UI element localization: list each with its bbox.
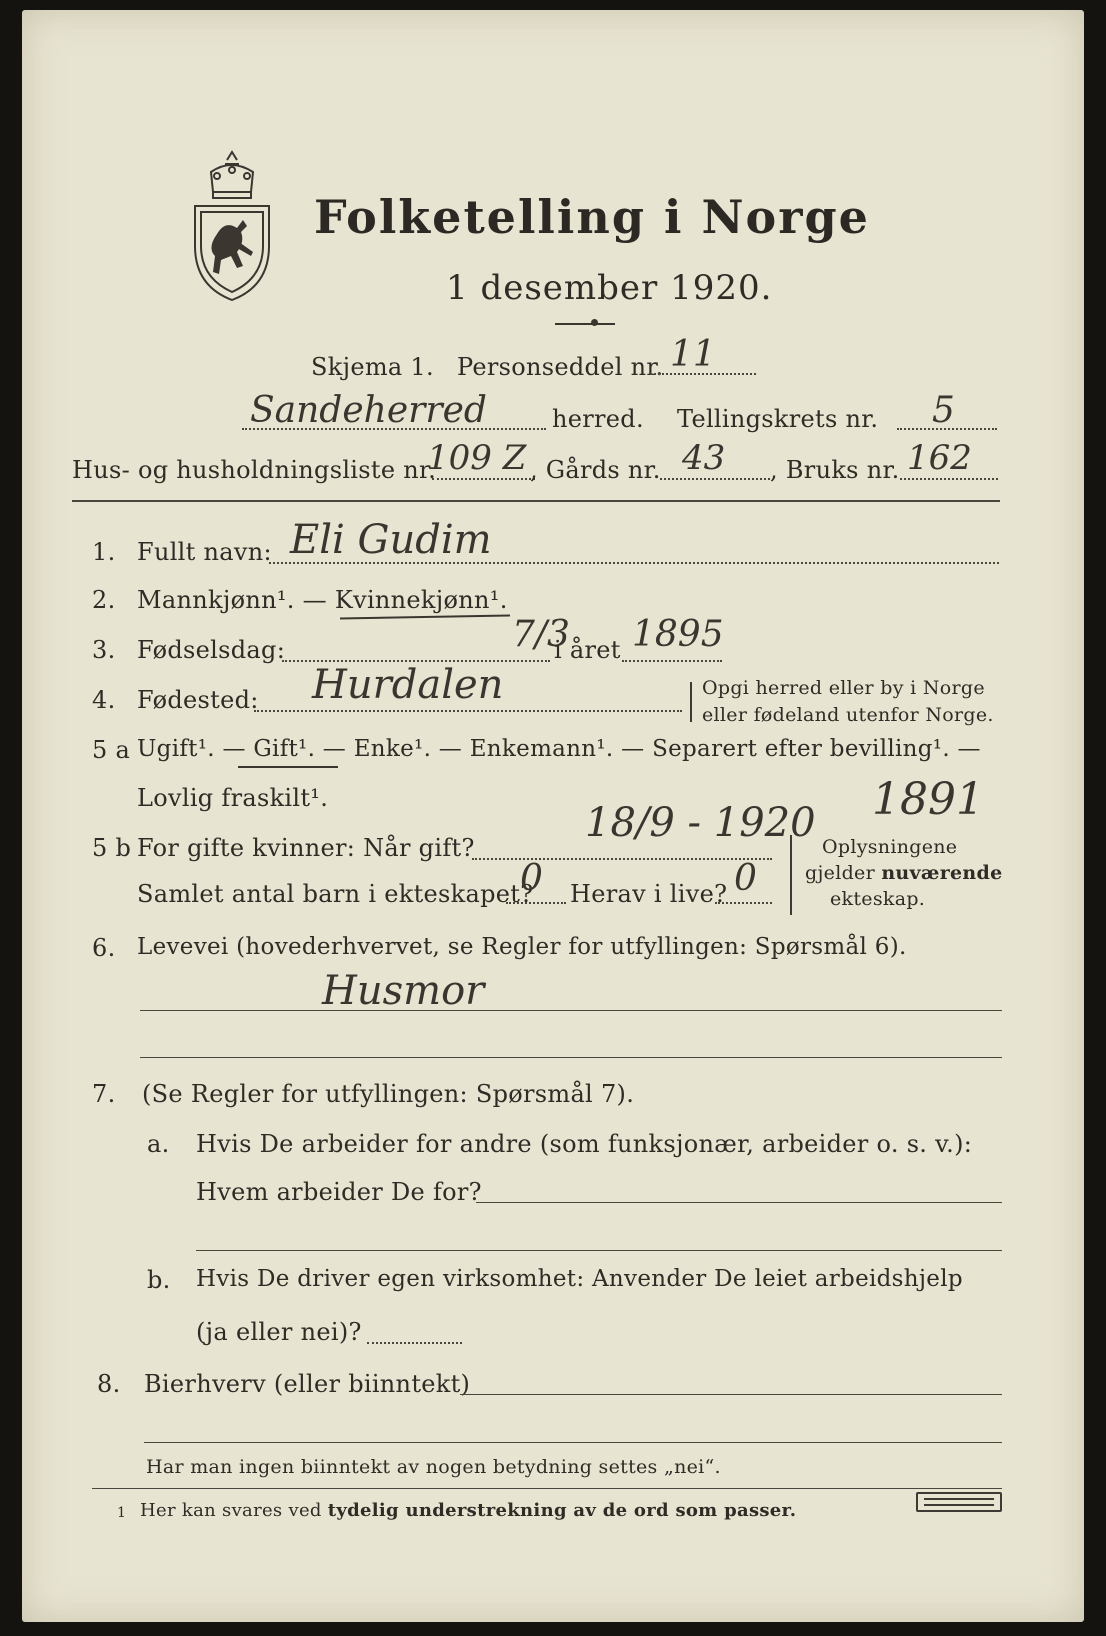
q5b-alive-dots (715, 902, 772, 904)
q5b-alive-value[interactable]: 0 (734, 858, 757, 899)
q5a-line1: Ugift¹. — Gift¹. — Enke¹. — Enkemann¹. — Separert efter bevilling¹. — (137, 736, 981, 762)
q5b-note-line2 (805, 862, 1003, 884)
q5b-note-gjelder: gjelder (805, 862, 882, 884)
q6-value[interactable]: Husmor (322, 968, 485, 1014)
q5b-note-line1: Oplysningene (822, 836, 958, 858)
q5a-number: 5 a (92, 736, 131, 764)
q3-year-value[interactable]: 1895 (632, 614, 724, 655)
q5b-number: 5 b (92, 834, 132, 862)
skjema-label: Skjema 1. (311, 353, 434, 381)
q3-year-dots (622, 660, 722, 662)
form-title: Folketelling i Norge (314, 190, 870, 244)
q5b-dots (472, 858, 772, 860)
q5b-children-value[interactable]: 0 (520, 858, 543, 899)
footnote-text (140, 1500, 796, 1521)
q4-note-brace (690, 682, 692, 722)
q6-label: Levevei (hovederhvervet, se Regler for utfyllingen: Spørsmål 6). (137, 934, 907, 960)
q3-year-label: i året (554, 636, 621, 664)
footnote-text-plain: Her kan svares ved (140, 1500, 328, 1521)
q6-answer-line-1 (140, 1010, 1002, 1011)
tellingskrets-value[interactable]: 5 (932, 390, 955, 431)
q5b-value[interactable]: 18/9 - 1920 (585, 800, 816, 846)
q3-number: 3. (92, 636, 116, 664)
q3-day-value[interactable]: 7/3 (512, 614, 570, 655)
q2-kvinnekjonn-underline (340, 615, 510, 620)
q2-number: 2. (92, 586, 116, 614)
q7b-line1: Hvis De driver egen virksomhet: Anvender De leiet arbeidshjelp (196, 1266, 963, 1292)
q5b-children-dots (506, 902, 566, 904)
personseddel-value[interactable]: 11 (670, 334, 716, 375)
gards-label: , Gårds nr. (530, 456, 661, 484)
footnote-divider (92, 1488, 1002, 1489)
hus-label: Hus- og husholdningsliste nr. (72, 456, 437, 484)
q7b-dots (367, 1342, 462, 1344)
q5b-label: For gifte kvinner: Når gift? (137, 834, 475, 862)
q7a-line1: Hvis De arbeider for andre (som funksjonær, arbeider o. s. v.): (196, 1130, 973, 1158)
hus-value[interactable]: 109 Z (427, 438, 527, 478)
footnote-text-bold: tydelig understrekning av de ord som passer. (327, 1500, 797, 1521)
q7a-answer-line-1 (476, 1202, 1002, 1203)
header-divider (72, 500, 1000, 502)
gards-dots (660, 478, 770, 480)
q7a-line2: Hvem arbeider De for? (196, 1178, 482, 1206)
bruks-label: , Bruks nr. (770, 456, 900, 484)
footnote-mark: 1 (117, 1505, 127, 1521)
q7-label: (Se Regler for utfyllingen: Spørsmål 7). (142, 1080, 635, 1108)
q8-number: 8. (97, 1370, 121, 1398)
q4-note-line1: Opgi herred eller by i Norge (702, 677, 985, 699)
q2-label: Mannkjønn¹. — Kvinnekjønn¹. (137, 586, 508, 614)
q8-label: Bierhverv (eller biinntekt) (144, 1370, 471, 1398)
gards-value[interactable]: 43 (682, 438, 726, 478)
q5b-children-label: Samlet antal barn i ekteskapet? (137, 880, 534, 908)
q3-label: Fødselsdag: (137, 636, 286, 664)
q6-answer-line-2 (140, 1057, 1002, 1058)
q5a-gift-underline (238, 766, 338, 768)
q1-value[interactable]: Eli Gudim (290, 517, 492, 563)
q5b-note-nuvaerende: nuværende (881, 862, 1003, 884)
q4-dots (254, 710, 682, 712)
q5b-alive-label: Herav i live? (570, 880, 728, 908)
bruks-dots (900, 478, 998, 480)
q7a-letter: a. (147, 1130, 170, 1158)
q7a-answer-line-2 (196, 1250, 1002, 1251)
census-form-sheet (22, 10, 1084, 1622)
herred-label: herred. (552, 405, 644, 433)
q8-answer-line-2 (144, 1442, 1002, 1443)
q4-number: 4. (92, 686, 116, 714)
q5a-line2: Lovlig fraskilt¹. (137, 784, 329, 812)
q7b-line2: (ja eller nei)? (196, 1318, 362, 1346)
census-date: 1 desember 1920. (446, 268, 773, 308)
q5b-note-line3: ekteskap. (830, 888, 926, 910)
q4-value[interactable]: Hurdalen (312, 662, 504, 708)
q4-label: Fødested: (137, 686, 259, 714)
hus-dots (432, 478, 535, 480)
q5b-note-brace (790, 835, 792, 915)
q5b-year-note[interactable]: 1891 (872, 774, 984, 825)
q6-number: 6. (92, 934, 116, 962)
bruks-value[interactable]: 162 (907, 438, 972, 478)
coat-of-arms-icon (187, 146, 277, 306)
q8-answer-line-1 (460, 1394, 1002, 1395)
q7b-letter: b. (147, 1266, 171, 1294)
q8-note: Har man ingen biinntekt av nogen betydning settes „nei“. (146, 1456, 721, 1478)
q4-note-line2: eller fødeland utenfor Norge. (702, 704, 994, 726)
herred-value[interactable]: Sandeherred (250, 390, 487, 431)
printer-stamp-logo (916, 1492, 1002, 1512)
q1-label: Fullt navn: (137, 538, 272, 566)
title-ornament (555, 323, 615, 325)
q7-number: 7. (92, 1080, 116, 1108)
tellingskrets-label: Tellingskrets nr. (677, 405, 879, 433)
q1-number: 1. (92, 538, 116, 566)
title-ornament-dot (591, 319, 598, 326)
personseddel-label: Personseddel nr. (457, 353, 664, 381)
